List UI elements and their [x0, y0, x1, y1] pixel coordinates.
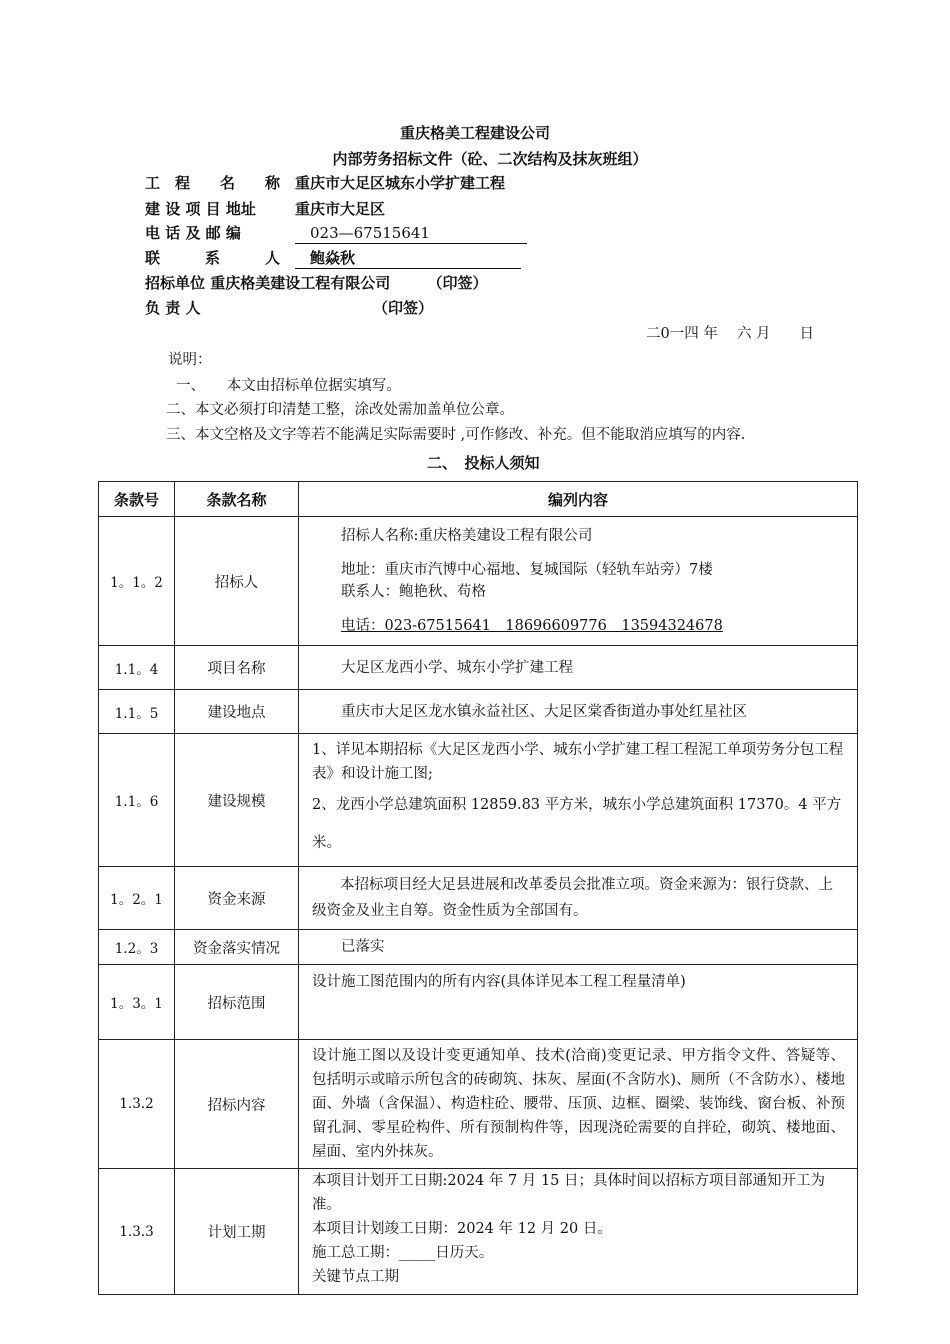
- note-item: 二、本文必须打印清楚工整，涂改处需加盖单位公章。: [166, 402, 514, 418]
- clause-name: 项目名称: [175, 646, 299, 690]
- table-row: [99, 930, 858, 965]
- clause-no: 1.3.3: [99, 1169, 175, 1295]
- header-content: 编列内容: [299, 482, 858, 517]
- clause-content: [299, 517, 858, 646]
- clause-no: 1.1。5: [99, 690, 175, 734]
- clause-no: 1.1。6: [99, 734, 175, 867]
- clause-name: 计划工期: [175, 1169, 299, 1295]
- content-line: 地址：重庆市汽博中心福地、复城国际（轻轨车站旁）7楼: [341, 562, 713, 578]
- clause-content: [299, 1169, 858, 1295]
- clause-no: 1.2。3: [99, 930, 175, 965]
- table-row: [99, 1169, 858, 1295]
- clause-content: [299, 734, 858, 867]
- responsible-seal: （印签）: [373, 299, 434, 317]
- header-clause-no: 条款号: [99, 482, 175, 517]
- clause-no: 1。1。2: [99, 517, 175, 646]
- info-phone: [145, 222, 527, 244]
- clause-content: 已落实: [299, 930, 858, 965]
- table-header-row: [99, 482, 858, 517]
- content-line: [341, 613, 845, 639]
- info-value: 重庆市大足区城东小学扩建工程: [295, 174, 506, 192]
- clause-name: 建设地点: [175, 690, 299, 734]
- clause-no: 1。2。1: [99, 867, 175, 930]
- company-title: 重庆格美工程建设公司: [399, 124, 550, 142]
- info-value: 鲍焱秋: [295, 247, 521, 269]
- content-line: 施工总工期：_____日历天。: [312, 1245, 494, 1261]
- content-line: 1、详见本期招标《大足区龙西小学、城东小学扩建工程工程泥工单项劳务分包工程表》和设计施工图;: [312, 742, 844, 782]
- info-label: 工 程 名 称: [145, 174, 281, 192]
- clause-no: 1。3。1: [99, 965, 175, 1040]
- info-project-address: [145, 198, 385, 219]
- clause-name: 建设规模: [175, 734, 299, 867]
- content-line: 关键节点工期: [312, 1269, 399, 1285]
- info-value: 023—67515641: [295, 222, 527, 244]
- clause-name: 招标人: [175, 517, 299, 646]
- info-label: 建 设 项 目 地址: [145, 200, 256, 218]
- info-contact: [145, 247, 521, 269]
- table-row: [99, 517, 858, 646]
- clause-name: 招标内容: [175, 1040, 299, 1169]
- clause-content: 本招标项目经大足县进展和改革委员会批准立项。资金来源为：银行贷款、上级资金及业主自筹。资金性质为全部国有。: [299, 867, 858, 930]
- info-value: 重庆市大足区: [295, 200, 386, 218]
- table-row: [99, 734, 858, 867]
- table-row: [99, 1040, 858, 1169]
- clause-no: 1.1。4: [99, 646, 175, 690]
- section-title: 二、 投标人须知: [427, 454, 540, 472]
- note-item: 一、 本文由招标单位据实填写。: [176, 378, 401, 394]
- table-row: [99, 646, 858, 690]
- tender-unit-seal: （印签）: [427, 274, 488, 292]
- bidder-instructions-table: [98, 481, 858, 1295]
- tender-unit-value: 重庆格美建设工程有限公司: [210, 274, 391, 292]
- table-row: [99, 965, 858, 1040]
- note-item: 三、本文空格及文字等若不能满足实际需要时 ,可作修改、补充。但不能取消应填写的内容.: [166, 427, 746, 443]
- content-line: 本项目计划竣工日期：2024 年 12 月 20 日。: [312, 1221, 612, 1237]
- content-line: 联系人：鲍艳秋、苟格: [341, 584, 486, 600]
- clause-content: 重庆市大足区龙水镇永益社区、大足区棠香街道办事处红星社区: [299, 690, 858, 734]
- notes-title: 说明：: [168, 352, 212, 368]
- table-row: [99, 867, 858, 930]
- responsible-label: 负 责 人: [145, 299, 201, 317]
- tender-unit: [145, 272, 488, 293]
- clause-name: 招标范围: [175, 965, 299, 1040]
- clause-content: 大足区龙西小学、城东小学扩建工程: [299, 646, 858, 690]
- table-row: [99, 690, 858, 734]
- tender-unit-label: 招标单位: [145, 274, 206, 292]
- clause-content: 设计施工图以及设计变更通知单、技术(洽商)变更记录、甲方指令文件、答疑等、包括明示或暗示所包含的砖砌筑、抹灰、屋面(不含防水)、厕所（不含防水）、楼地面、外墙（含保温）、构造柱砼、腰带、压顶、边框、圈梁、装饰线、窗台板、补预留孔洞、零星砼构件、所有预制构件等，因现浇砼需要的自拌砼，砌筑、楼地面、屋面、室内外抹灰。: [299, 1040, 858, 1169]
- clause-content: 设计施工图范围内的所有内容(具体详见本工程工程量清单): [299, 965, 858, 1040]
- content-line: 招标人名称:重庆格美建设工程有限公司: [341, 528, 593, 544]
- content-line: 本项目计划开工日期:2024 年 7 月 15 日；具体时间以招标方项目部通知开工为准。: [312, 1173, 826, 1213]
- clause-no: 1.3.2: [99, 1040, 175, 1169]
- header-clause-name: 条款名称: [175, 482, 299, 517]
- info-label: 电 话 及 邮 编: [145, 224, 241, 242]
- phone-numbers: 电话：023-67515641 18696609776 13594324678: [341, 618, 723, 634]
- clause-name: 资金来源: [175, 867, 299, 930]
- responsible-person: [145, 297, 433, 318]
- clause-name: 资金落实情况: [175, 930, 299, 965]
- document-title: 内部劳务招标文件（砼、二次结构及抹灰班组）: [332, 150, 648, 168]
- document-date: 二0一四 年 六 月 日: [646, 326, 815, 342]
- content-line: 2、龙西小学总建筑面积 12859.83 平方米，城东小学总建筑面积 17370。4 平方米。: [312, 797, 842, 851]
- info-project-name: [145, 172, 505, 193]
- info-label: 联 系 人: [145, 249, 281, 267]
